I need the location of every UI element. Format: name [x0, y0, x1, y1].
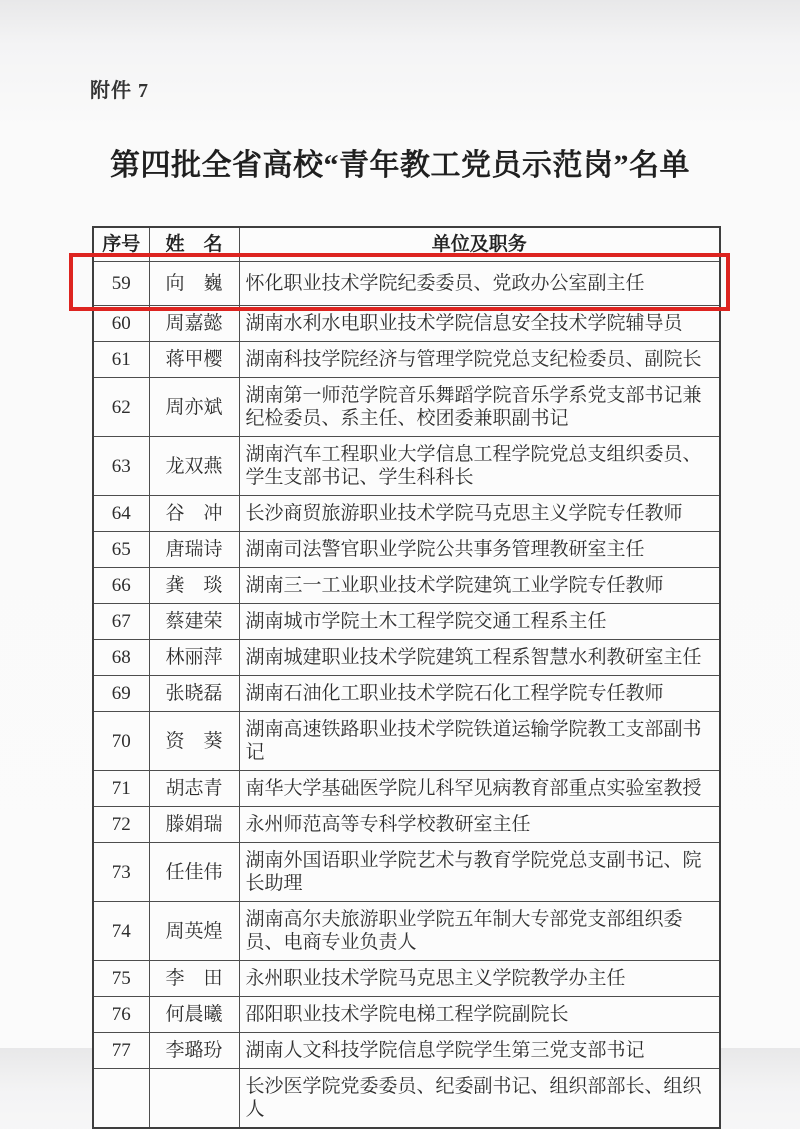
row-no: 77 — [93, 1033, 149, 1069]
table-row — [93, 306, 720, 342]
table-row — [93, 532, 720, 568]
row-no: 73 — [93, 843, 149, 902]
row-no: 72 — [93, 807, 149, 843]
table-row — [93, 676, 720, 712]
table-row — [93, 771, 720, 807]
page-title: 第四批全省高校“青年教工党员示范岗”名单 — [110, 149, 690, 182]
row-position: 长沙商贸旅游职业技术学院马克思主义学院专任教师 — [239, 496, 720, 532]
row-name: 向 巍 — [149, 262, 239, 306]
row-name: 周亦斌 — [149, 378, 239, 437]
row-position: 湖南汽车工程职业大学信息工程学院党总支组织委员、学生支部书记、学生科科长 — [239, 437, 720, 496]
row-no: 63 — [93, 437, 149, 496]
row-name: 龚 琰 — [149, 568, 239, 604]
table-row — [93, 712, 720, 771]
row-name: 胡志青 — [149, 771, 239, 807]
row-position: 湖南高速铁路职业技术学院铁道运输学院教工支部副书记 — [239, 712, 720, 771]
roster-table — [92, 226, 721, 1129]
row-position: 湖南城市学院土木工程学院交通工程系主任 — [239, 604, 720, 640]
row-position: 湖南司法警官职业学院公共事务管理教研室主任 — [239, 532, 720, 568]
table-row — [93, 342, 720, 378]
row-no: 69 — [93, 676, 149, 712]
row-name: 林丽萍 — [149, 640, 239, 676]
row-no: 74 — [93, 902, 149, 961]
row-name: 任佳伟 — [149, 843, 239, 902]
row-name: 张晓磊 — [149, 676, 239, 712]
row-no: 62 — [93, 378, 149, 437]
table-row — [93, 1033, 720, 1069]
row-name: 蒋甲樱 — [149, 342, 239, 378]
row-name: 资 葵 — [149, 712, 239, 771]
row-position: 长沙医学院党委委员、纪委副书记、组织部部长、组织人 — [239, 1069, 720, 1129]
row-no: 67 — [93, 604, 149, 640]
table-header-row — [93, 227, 720, 262]
table-row — [93, 640, 720, 676]
row-name: 周英煌 — [149, 902, 239, 961]
row-position: 湖南城建职业技术学院建筑工程系智慧水利教研室主任 — [239, 640, 720, 676]
table-row — [93, 496, 720, 532]
table-row — [93, 568, 720, 604]
row-position: 湖南外国语职业学院艺术与教育学院党总支副书记、院长助理 — [239, 843, 720, 902]
row-position: 永州师范高等专科学校教研室主任 — [239, 807, 720, 843]
row-no: 64 — [93, 496, 149, 532]
row-no: 70 — [93, 712, 149, 771]
row-no: 68 — [93, 640, 149, 676]
row-no: 65 — [93, 532, 149, 568]
table-row — [93, 902, 720, 961]
row-position: 南华大学基础医学院儿科罕见病教育部重点实验室教授 — [239, 771, 720, 807]
row-no: 59 — [93, 262, 149, 306]
row-no: 66 — [93, 568, 149, 604]
header-name: 姓 名 — [149, 227, 239, 262]
table-row — [93, 1069, 720, 1129]
row-position: 湖南科技学院经济与管理学院党总支纪检委员、副院长 — [239, 342, 720, 378]
table-row — [93, 807, 720, 843]
row-name: 李 田 — [149, 961, 239, 997]
attachment-label: 附件 7 — [90, 80, 149, 102]
row-name: 李璐玢 — [149, 1033, 239, 1069]
row-position: 永州职业技术学院马克思主义学院教学办主任 — [239, 961, 720, 997]
row-no: 76 — [93, 997, 149, 1033]
row-position: 湖南人文科技学院信息学院学生第三党支部书记 — [239, 1033, 720, 1069]
table-row — [93, 997, 720, 1033]
table-row — [93, 437, 720, 496]
row-name: 唐瑞诗 — [149, 532, 239, 568]
row-no: 61 — [93, 342, 149, 378]
header-position: 单位及职务 — [239, 227, 720, 262]
row-position: 邵阳职业技术学院电梯工程学院副院长 — [239, 997, 720, 1033]
row-position: 怀化职业技术学院纪委委员、党政办公室副主任 — [239, 262, 720, 306]
header-no: 序号 — [93, 227, 149, 262]
table-row — [93, 262, 720, 306]
row-position: 湖南三一工业职业技术学院建筑工业学院专任教师 — [239, 568, 720, 604]
row-name: 周嘉懿 — [149, 306, 239, 342]
row-no — [93, 1069, 149, 1129]
row-no: 60 — [93, 306, 149, 342]
row-name: 蔡建荣 — [149, 604, 239, 640]
row-position: 湖南石油化工职业技术学院石化工程学院专任教师 — [239, 676, 720, 712]
table-row — [93, 604, 720, 640]
row-position: 湖南高尔夫旅游职业学院五年制大专部党支部组织委员、电商专业负责人 — [239, 902, 720, 961]
table-row — [93, 961, 720, 997]
row-name: 谷 冲 — [149, 496, 239, 532]
row-name: 龙双燕 — [149, 437, 239, 496]
row-name: 滕娟瑞 — [149, 807, 239, 843]
table-row — [93, 843, 720, 902]
row-position: 湖南第一师范学院音乐舞蹈学院音乐学系党支部书记兼纪检委员、系主任、校团委兼职副书记 — [239, 378, 720, 437]
row-position: 湖南水利水电职业技术学院信息安全技术学院辅导员 — [239, 306, 720, 342]
table-row — [93, 378, 720, 437]
row-no: 75 — [93, 961, 149, 997]
row-no: 71 — [93, 771, 149, 807]
row-name — [149, 1069, 239, 1129]
row-name: 何晨曦 — [149, 997, 239, 1033]
